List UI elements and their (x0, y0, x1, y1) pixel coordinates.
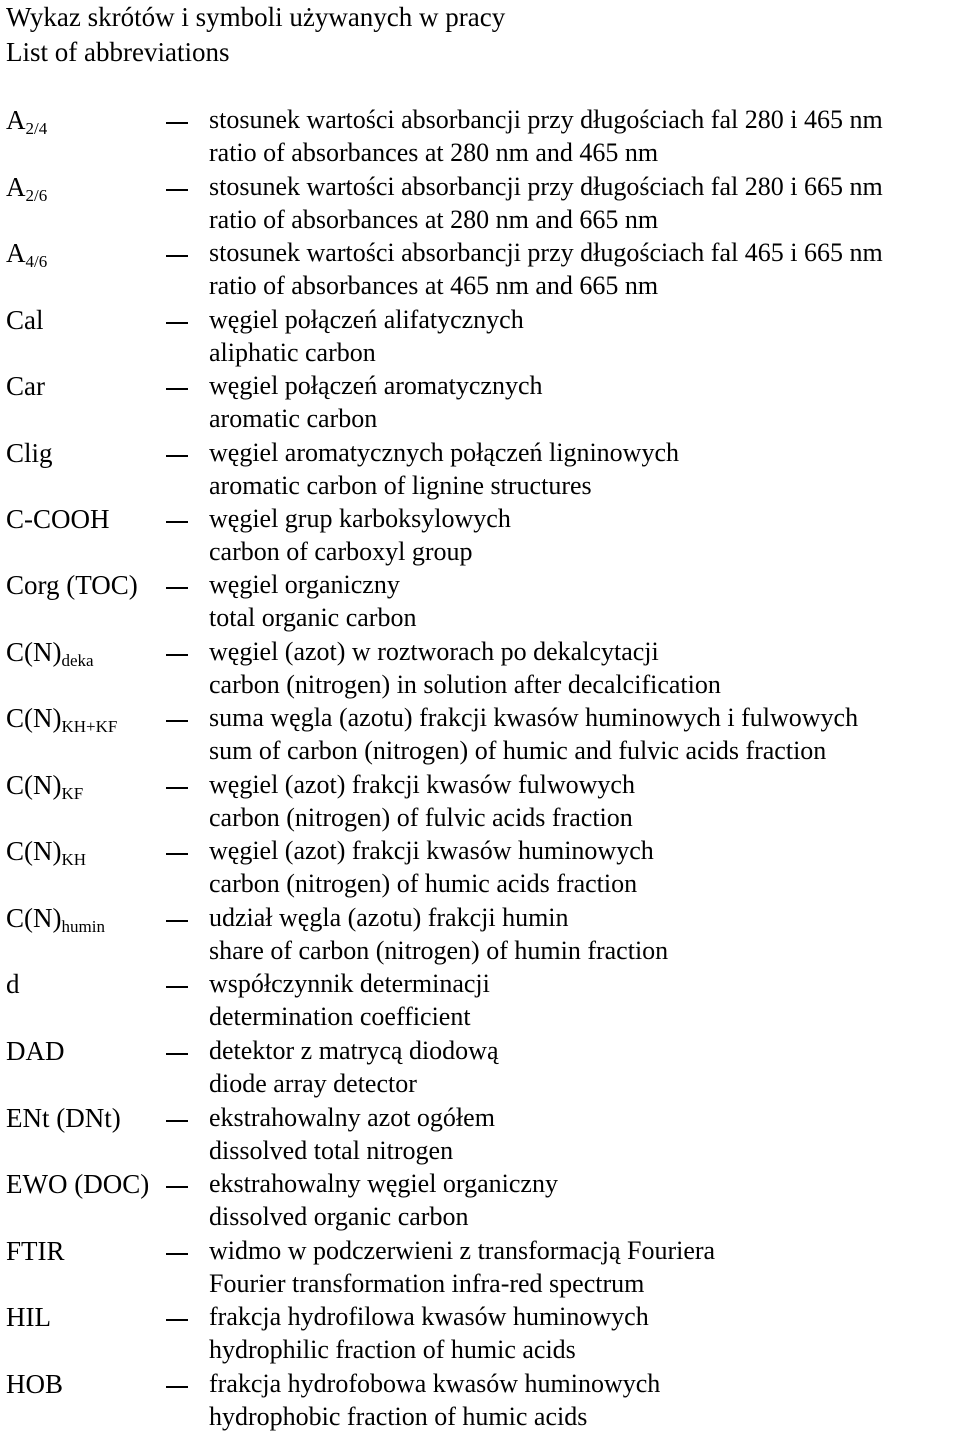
abbreviation-symbol: $C(N)_{KH+KF}$ (6, 703, 118, 736)
definition-english: aromatic carbon of lignine structures (209, 471, 592, 500)
abbreviation-symbol: DAD (6, 1036, 65, 1066)
definition-english: Fourier transformation infra-red spectrum (209, 1269, 645, 1298)
dash-separator (166, 1186, 188, 1188)
abbreviation-symbol: Car (6, 371, 45, 401)
definition-english: dissolved total nitrogen (209, 1136, 454, 1165)
dash-separator (166, 388, 188, 390)
dash-separator (166, 122, 188, 124)
definition-polish: suma węgla (azotu) frakcji kwasów huminowych i fulwowych (209, 703, 859, 732)
definition-english: diode array detector (209, 1069, 417, 1098)
abbreviation-symbol: FTIR (6, 1236, 65, 1266)
definition-polish: węgiel (azot) frakcji kwasów fulwowych (209, 770, 635, 799)
definition-english: share of carbon (nitrogen) of humin fraction (209, 936, 669, 965)
definition-english: ratio of absorbances at 280 nm and 465 nm (209, 138, 659, 167)
definition-english: total organic carbon (209, 603, 417, 632)
abbreviation-entry (0, 768, 960, 834)
definition-english: ratio of absorbances at 465 nm and 665 nm (209, 271, 659, 300)
abbreviation-symbol: d (6, 969, 20, 999)
definition-english: determination coefficient (209, 1002, 471, 1031)
abbreviation-entry (0, 834, 960, 900)
dash-separator (166, 587, 188, 589)
abbreviation-symbol: HOB (6, 1369, 64, 1399)
dash-separator (166, 189, 188, 191)
definition-polish: ekstrahowalny węgiel organiczny (209, 1169, 558, 1198)
definition-polish: ekstrahowalny azot ogółem (209, 1103, 495, 1132)
title-english: List of abbreviations (6, 37, 230, 67)
definition-polish: węgiel (azot) w roztworach po dekalcytacji (209, 637, 659, 666)
abbreviation-entry (0, 502, 960, 568)
definition-polish: węgiel grup karboksylowych (209, 504, 511, 533)
definition-polish: frakcja hydrofilowa kwasów huminowych (209, 1302, 649, 1331)
abbreviation-entry (0, 1167, 960, 1233)
definition-english: aliphatic carbon (209, 338, 376, 367)
dash-separator (166, 1253, 188, 1255)
definition-polish: frakcja hydrofobowa kwasów huminowych (209, 1369, 661, 1398)
title-polish: Wykaz skrótów i symboli używanych w pracy (6, 2, 506, 32)
abbreviation-entry (0, 369, 960, 435)
abbreviation-entry (0, 568, 960, 634)
definition-polish: stosunek wartości absorbancji przy długościach fal 465 i 665 nm (209, 238, 883, 267)
abbreviation-symbol: $A_{2/4}$ (6, 105, 48, 138)
abbreviation-entry (0, 1300, 960, 1366)
dash-separator (166, 853, 188, 855)
definition-polish: udział węgla (azotu) frakcji humin (209, 903, 569, 932)
abbreviation-entry (0, 1034, 960, 1100)
abbreviation-symbol: $C(N)_{humin}$ (6, 903, 105, 936)
abbreviation-entry (0, 701, 960, 767)
definition-english: hydrophilic fraction of humic acids (209, 1335, 576, 1364)
abbreviation-entry (0, 170, 960, 236)
abbreviation-entry (0, 1234, 960, 1300)
dash-separator (166, 1319, 188, 1321)
definition-english: sum of carbon (nitrogen) of humic and fulvic acids fraction (209, 736, 827, 765)
dash-separator (166, 920, 188, 922)
definition-polish: węgiel aromatycznych połączeń ligninowych (209, 438, 679, 467)
definition-english: hydrophobic fraction of humic acids (209, 1402, 588, 1431)
page-heading (6, 0, 505, 70)
dash-separator (166, 654, 188, 656)
definition-polish: węgiel organiczny (209, 570, 400, 599)
dash-separator (166, 1386, 188, 1388)
abbreviation-symbol: C-COOH (6, 504, 110, 534)
dash-separator (166, 322, 188, 324)
dash-separator (166, 521, 188, 523)
definition-polish: detektor z matrycą diodową (209, 1036, 499, 1065)
dash-separator (166, 986, 188, 988)
definition-english: carbon of carboxyl group (209, 537, 473, 566)
definition-polish: węgiel połączeń alifatycznych (209, 305, 524, 334)
definition-english: aromatic carbon (209, 404, 378, 433)
abbreviation-symbol: $C(N)_{deka}$ (6, 637, 94, 670)
abbreviation-symbol: EWO (DOC) (6, 1169, 150, 1199)
definition-polish: stosunek wartości absorbancji przy długościach fal 280 i 465 nm (209, 105, 883, 134)
abbreviation-symbol: Cal (6, 305, 44, 335)
definition-polish: węgiel (azot) frakcji kwasów huminowych (209, 836, 654, 865)
abbreviation-entry (0, 436, 960, 502)
abbreviation-symbol: ENt (DNt) (6, 1103, 121, 1133)
definition-english: dissolved organic carbon (209, 1202, 469, 1231)
definition-english: carbon (nitrogen) of humic acids fraction (209, 869, 638, 898)
definition-english: carbon (nitrogen) in solution after decalcification (209, 670, 721, 699)
dash-separator (166, 255, 188, 257)
dash-separator (166, 787, 188, 789)
abbreviation-entry (0, 635, 960, 701)
abbreviation-symbol: HIL (6, 1302, 51, 1332)
abbreviation-entry (0, 236, 960, 302)
abbreviation-entry (0, 103, 960, 169)
definition-polish: stosunek wartości absorbancji przy długościach fal 280 i 665 nm (209, 172, 883, 201)
abbreviation-symbol: $C(N)_{KF}$ (6, 770, 84, 803)
abbreviation-symbol: Clig (6, 438, 53, 468)
dash-separator (166, 1120, 188, 1122)
definition-polish: widmo w podczerwieni z transformacją Fouriera (209, 1236, 716, 1265)
abbreviation-symbol: $C(N)_{KH}$ (6, 836, 87, 869)
definition-english: ratio of absorbances at 280 nm and 665 nm (209, 205, 659, 234)
abbreviation-entry (0, 1101, 960, 1167)
abbreviation-entry (0, 967, 960, 1033)
abbreviation-symbol: $A_{4/6}$ (6, 238, 48, 271)
abbreviation-entry (0, 901, 960, 967)
abbreviation-symbol: Corg (TOC) (6, 570, 138, 600)
abbreviation-symbol: $A_{2/6}$ (6, 172, 48, 205)
definition-polish: współczynnik determinacji (209, 969, 490, 998)
definition-polish: węgiel połączeń aromatycznych (209, 371, 543, 400)
dash-separator (166, 1053, 188, 1055)
definition-english: carbon (nitrogen) of fulvic acids fraction (209, 803, 633, 832)
dash-separator (166, 720, 188, 722)
abbreviation-entry (0, 1367, 960, 1433)
abbreviation-entry (0, 303, 960, 369)
dash-separator (166, 455, 188, 457)
